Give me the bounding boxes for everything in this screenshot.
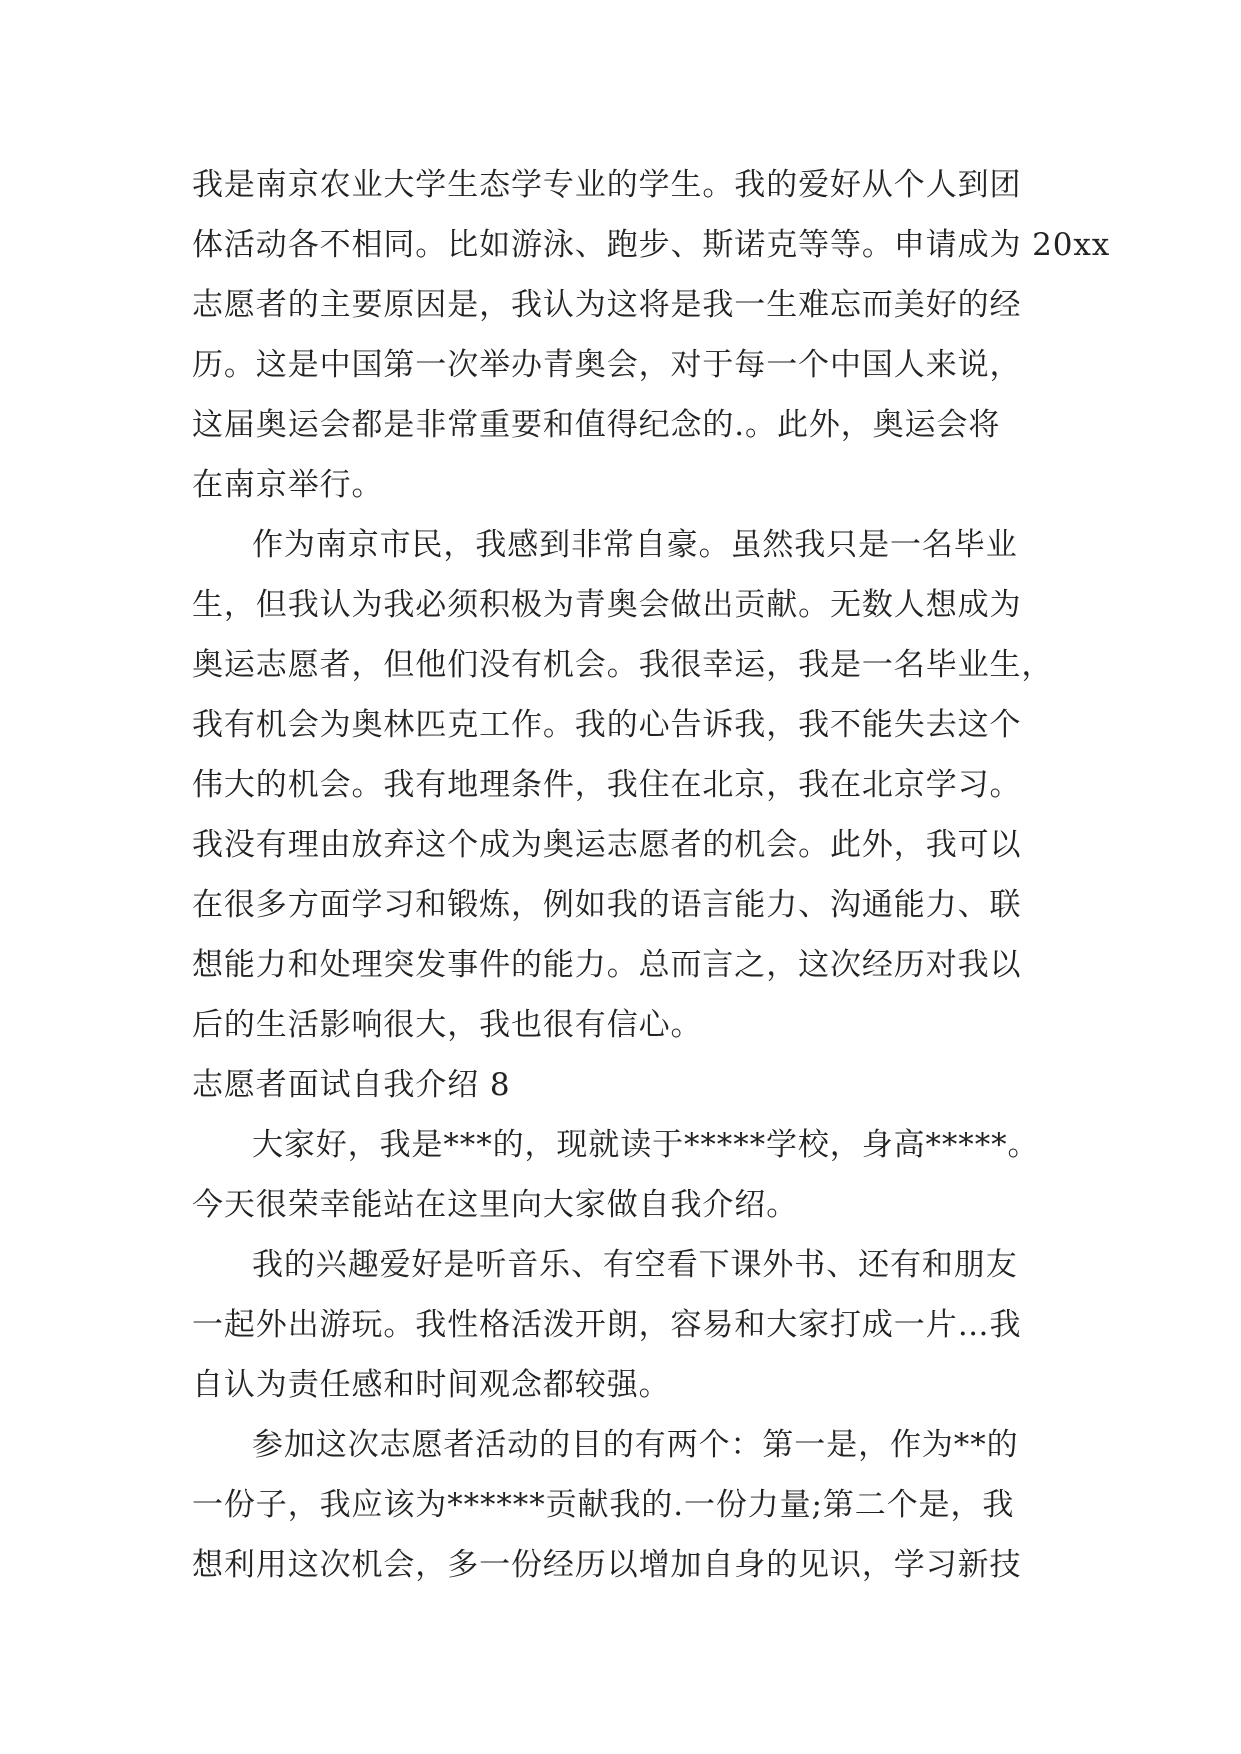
body-line: 在很多方面学习和锻炼，例如我的语言能力、沟通能力、联 xyxy=(192,887,1022,923)
body-line: 奥运志愿者，但他们没有机会。我很幸运，我是一名毕业生， xyxy=(192,647,1054,683)
body-line: 这届奥运会都是非常重要和值得纪念的.。此外，奥运会将 xyxy=(192,407,1001,443)
body-line: 后的生活影响很大，我也很有信心。 xyxy=(192,1007,703,1043)
paragraph-first-line: 大家好，我是***的，现就读于*****学校，身高*****。 xyxy=(252,1127,1040,1163)
body-line: 历。这是中国第一次举办青奥会，对于每一个中国人来说， xyxy=(192,347,1022,383)
body-line: 我是南京农业大学生态学专业的学生。我的爱好从个人到团 xyxy=(192,167,1022,203)
paragraph-first-line: 我的兴趣爱好是听音乐、有空看下课外书、还有和朋友 xyxy=(252,1247,1018,1283)
body-line: 一份子，我应该为******贡献我的.一份力量;第二个是，我 xyxy=(192,1487,1015,1523)
body-line: 一起外出游玩。我性格活泼开朗，容易和大家打成一片…我 xyxy=(192,1307,1022,1343)
body-line: 今天很荣幸能站在这里向大家做自我介绍。 xyxy=(192,1187,799,1223)
paragraph-first-line: 参加这次志愿者活动的目的有两个：第一是，作为**的 xyxy=(252,1427,1019,1463)
body-line: 体活动各不相同。比如游泳、跑步、斯诺克等等。申请成为 20xx xyxy=(192,227,1111,263)
body-line: 生，但我认为我必须积极为青奥会做出贡献。无数人想成为 xyxy=(192,587,1022,623)
body-line: 自认为责任感和时间观念都较强。 xyxy=(192,1367,671,1403)
body-line: 我没有理由放弃这个成为奥运志愿者的机会。此外，我可以 xyxy=(192,827,1022,863)
body-line: 我有机会为奥林匹克工作。我的心告诉我，我不能失去这个 xyxy=(192,707,1022,743)
paragraph-first-line: 作为南京市民，我感到非常自豪。虽然我只是一名毕业 xyxy=(252,527,1018,563)
body-line: 伟大的机会。我有地理条件，我住在北京，我在北京学习。 xyxy=(192,767,1022,803)
body-line: 志愿者的主要原因是，我认为这将是我一生难忘而美好的经 xyxy=(192,287,1022,323)
section-heading: 志愿者面试自我介绍 8 xyxy=(192,1067,511,1103)
body-line: 想利用这次机会，多一份经历以增加自身的见识，学习新技 xyxy=(192,1547,1022,1583)
body-line: 想能力和处理突发事件的能力。总而言之，这次经历对我以 xyxy=(192,947,1022,983)
body-line: 在南京举行。 xyxy=(192,467,384,503)
